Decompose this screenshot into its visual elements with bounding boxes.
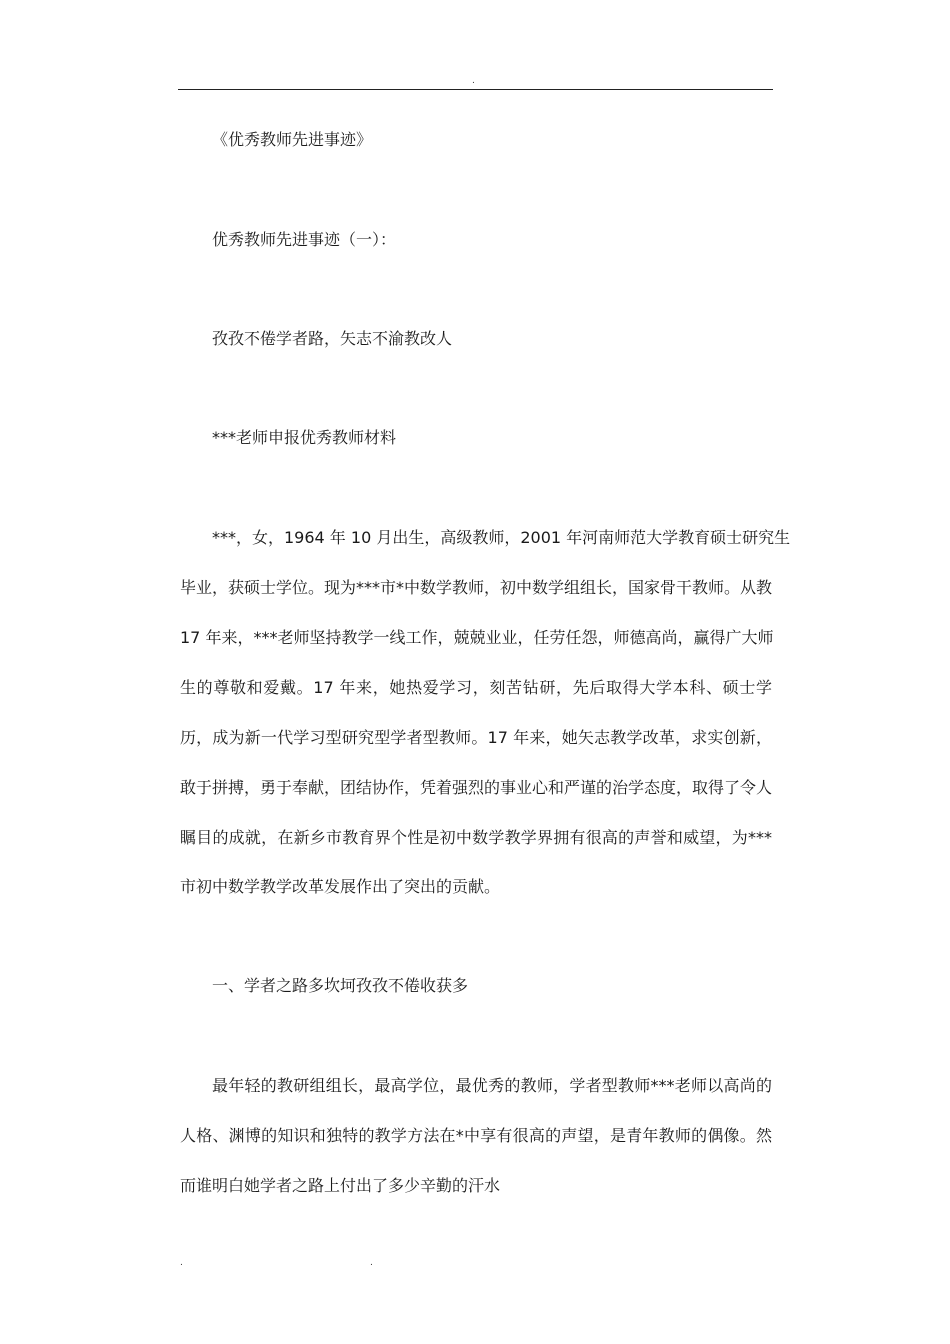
section-heading: 优秀教师先进事迹（一）： [212, 230, 397, 249]
paragraph-line: 毕业，获硕士学位。现为***市*中数学教师，初中数学组组长，国家骨干教师。从教 [180, 578, 773, 597]
section-heading-1: 一、学者之路多坎坷孜孜不倦收获多 [212, 976, 469, 995]
header-mark: . [472, 76, 475, 86]
report-title: ***老师申报优秀教师材料 [212, 428, 397, 447]
footer-mark-right: . [370, 1258, 373, 1268]
paragraph-line: 市初中数学教学改革发展作出了突出的贡献。 [180, 877, 501, 896]
paragraph-line: 生的尊敬和爱戴。17 年来，她热爱学习，刻苦钻研，先后取得大学本科、硕士学 [180, 678, 772, 697]
paragraph-line: 敢于拼搏，勇于奉献，团结协作，凭着强烈的事业心和严谨的治学态度，取得了令人 [180, 778, 773, 797]
paragraph-line: 历，成为新一代学习型研究型学者型教师。17 年来，她矢志教学改革，求实创新， [180, 728, 772, 747]
paragraph-line: 而谁明白她学者之路上付出了多少辛勤的汗水 [180, 1176, 501, 1195]
paragraph-line: ***，女，1964 年 10 月出生，高级教师，2001 年河南师范大学教育硕士研究生 [212, 528, 791, 547]
header-rule [178, 89, 773, 90]
paragraph-line: 最年轻的教研组组长，最高学位，最优秀的教师，学者型教师***老师以高尚的 [212, 1076, 772, 1095]
paragraph-line: 人格、渊博的知识和独特的教学方法在*中享有很高的声望，是青年教师的偶像。然 [180, 1126, 772, 1145]
document-title: 《优秀教师先进事迹》 [212, 130, 373, 149]
footer-mark-left: . [180, 1258, 183, 1268]
paragraph-line: 17 年来，***老师坚持教学一线工作，兢兢业业，任劳任怨，师德高尚，赢得广大师 [180, 628, 774, 647]
article-subtitle: 孜孜不倦学者路，矢志不渝教改人 [212, 329, 453, 348]
paragraph-line: 瞩目的成就，在新乡市教育界个性是初中数学教学界拥有很高的声誉和威望，为*** [180, 828, 772, 847]
